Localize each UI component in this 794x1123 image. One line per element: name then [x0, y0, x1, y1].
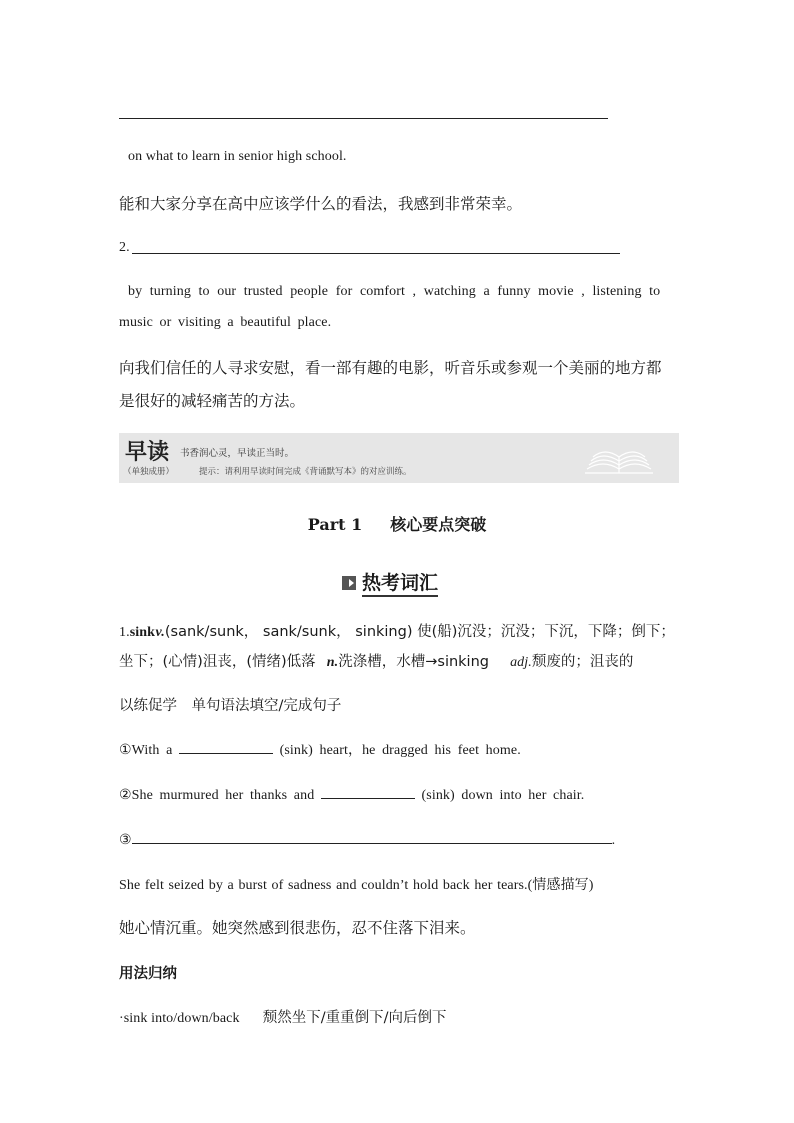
part-label: Part 1: [307, 515, 363, 534]
section-heading: [342, 568, 438, 595]
exercise-1: [119, 739, 521, 759]
exercise-3-prefix: ③: [119, 833, 132, 848]
pos-noun: n.: [326, 655, 339, 670]
part-title: 核心要点突破: [390, 515, 487, 534]
item2-en-line1: by turning to our trusted people for comfort , watching a funny movie , listening to: [128, 284, 661, 299]
banner-slogan: 书香润心灵，早读正当时。: [180, 448, 295, 459]
exercise-2-suffix: (sink) down into her chair.: [421, 788, 585, 803]
exercise-3-suffix: .: [611, 833, 616, 848]
sentence-en: on what to learn in senior high school.: [128, 149, 347, 164]
word-entry-def2b: 洗涤槽，水槽→sinking: [338, 654, 489, 670]
usage-meaning: 颓然坐下/重重倒下/向后倒下: [262, 1010, 447, 1026]
word-number: 1.: [119, 625, 130, 640]
word-entry-def2c: 颓废的；沮丧的: [531, 654, 634, 670]
pos-verb: v.: [155, 625, 165, 640]
sentence-cn: 能和大家分享在高中应该学什么的看法，我感到非常荣幸。: [119, 195, 523, 213]
exercise-1-prefix: ①With a: [119, 743, 173, 758]
item2-en-line2: music or visiting a beautiful place.: [119, 315, 332, 330]
item2-cn-line2: 是很好的减轻痛苦的方法。: [119, 392, 306, 410]
exercise-3-blank[interactable]: [132, 829, 612, 844]
exercise-2: [119, 784, 584, 804]
item2-cn-line1: 向我们信任的人寻求安慰，看一部有趣的电影，听音乐或参观一个美丽的地方都: [119, 359, 662, 377]
open-book-icon: [583, 439, 655, 479]
exercise-1-suffix: (sink) heart，he dragged his feet home.: [279, 743, 521, 758]
morning-reading-banner: [119, 433, 679, 483]
part-heading: [0, 512, 794, 535]
answer-line-1: [119, 118, 608, 119]
usage-item: [119, 1006, 446, 1027]
exercise-3-en: She felt seized by a burst of sadness and couldn’t hold back her tears.(情感描写): [119, 878, 594, 893]
exercise-1-blank[interactable]: [179, 739, 273, 754]
headword: sink: [129, 625, 156, 640]
banner-tip: 提示：请利用早读时间完成《背诵默写本》的对应训练。: [199, 467, 412, 477]
banner-title: 早读: [125, 440, 170, 465]
word-entry-line1: [119, 620, 675, 641]
section-marker-icon: [342, 576, 356, 590]
answer-line-2: [132, 253, 620, 254]
pos-adj: adj.: [510, 655, 532, 670]
banner-sub: （单独成册）: [123, 467, 175, 477]
word-entry-def2a: 坐下；(心情)沮丧，(情绪)低落: [119, 654, 316, 670]
word-entry-line2: [119, 650, 633, 671]
usage-heading: 用法归纳: [119, 966, 177, 982]
exercise-2-blank[interactable]: [321, 784, 415, 799]
word-entry-def1: (sank/sunk， sank/sunk， sinking) 使(船)沉没；沉没；下沉，下降；倒下；: [164, 624, 675, 640]
practice-heading: 以练促学 单句语法填空/完成句子: [119, 698, 342, 714]
item-number-2: 2.: [119, 240, 130, 255]
exercise-3-cn: 她心情沉重。她突然感到很悲伤，忍不住落下泪来。: [119, 919, 476, 937]
usage-phrase: ·sink into/down/back: [119, 1011, 240, 1026]
exercise-3: [119, 829, 615, 849]
section-heading-text: 热考词汇: [362, 572, 438, 597]
exercise-2-prefix: ②She murmured her thanks and: [119, 788, 315, 803]
